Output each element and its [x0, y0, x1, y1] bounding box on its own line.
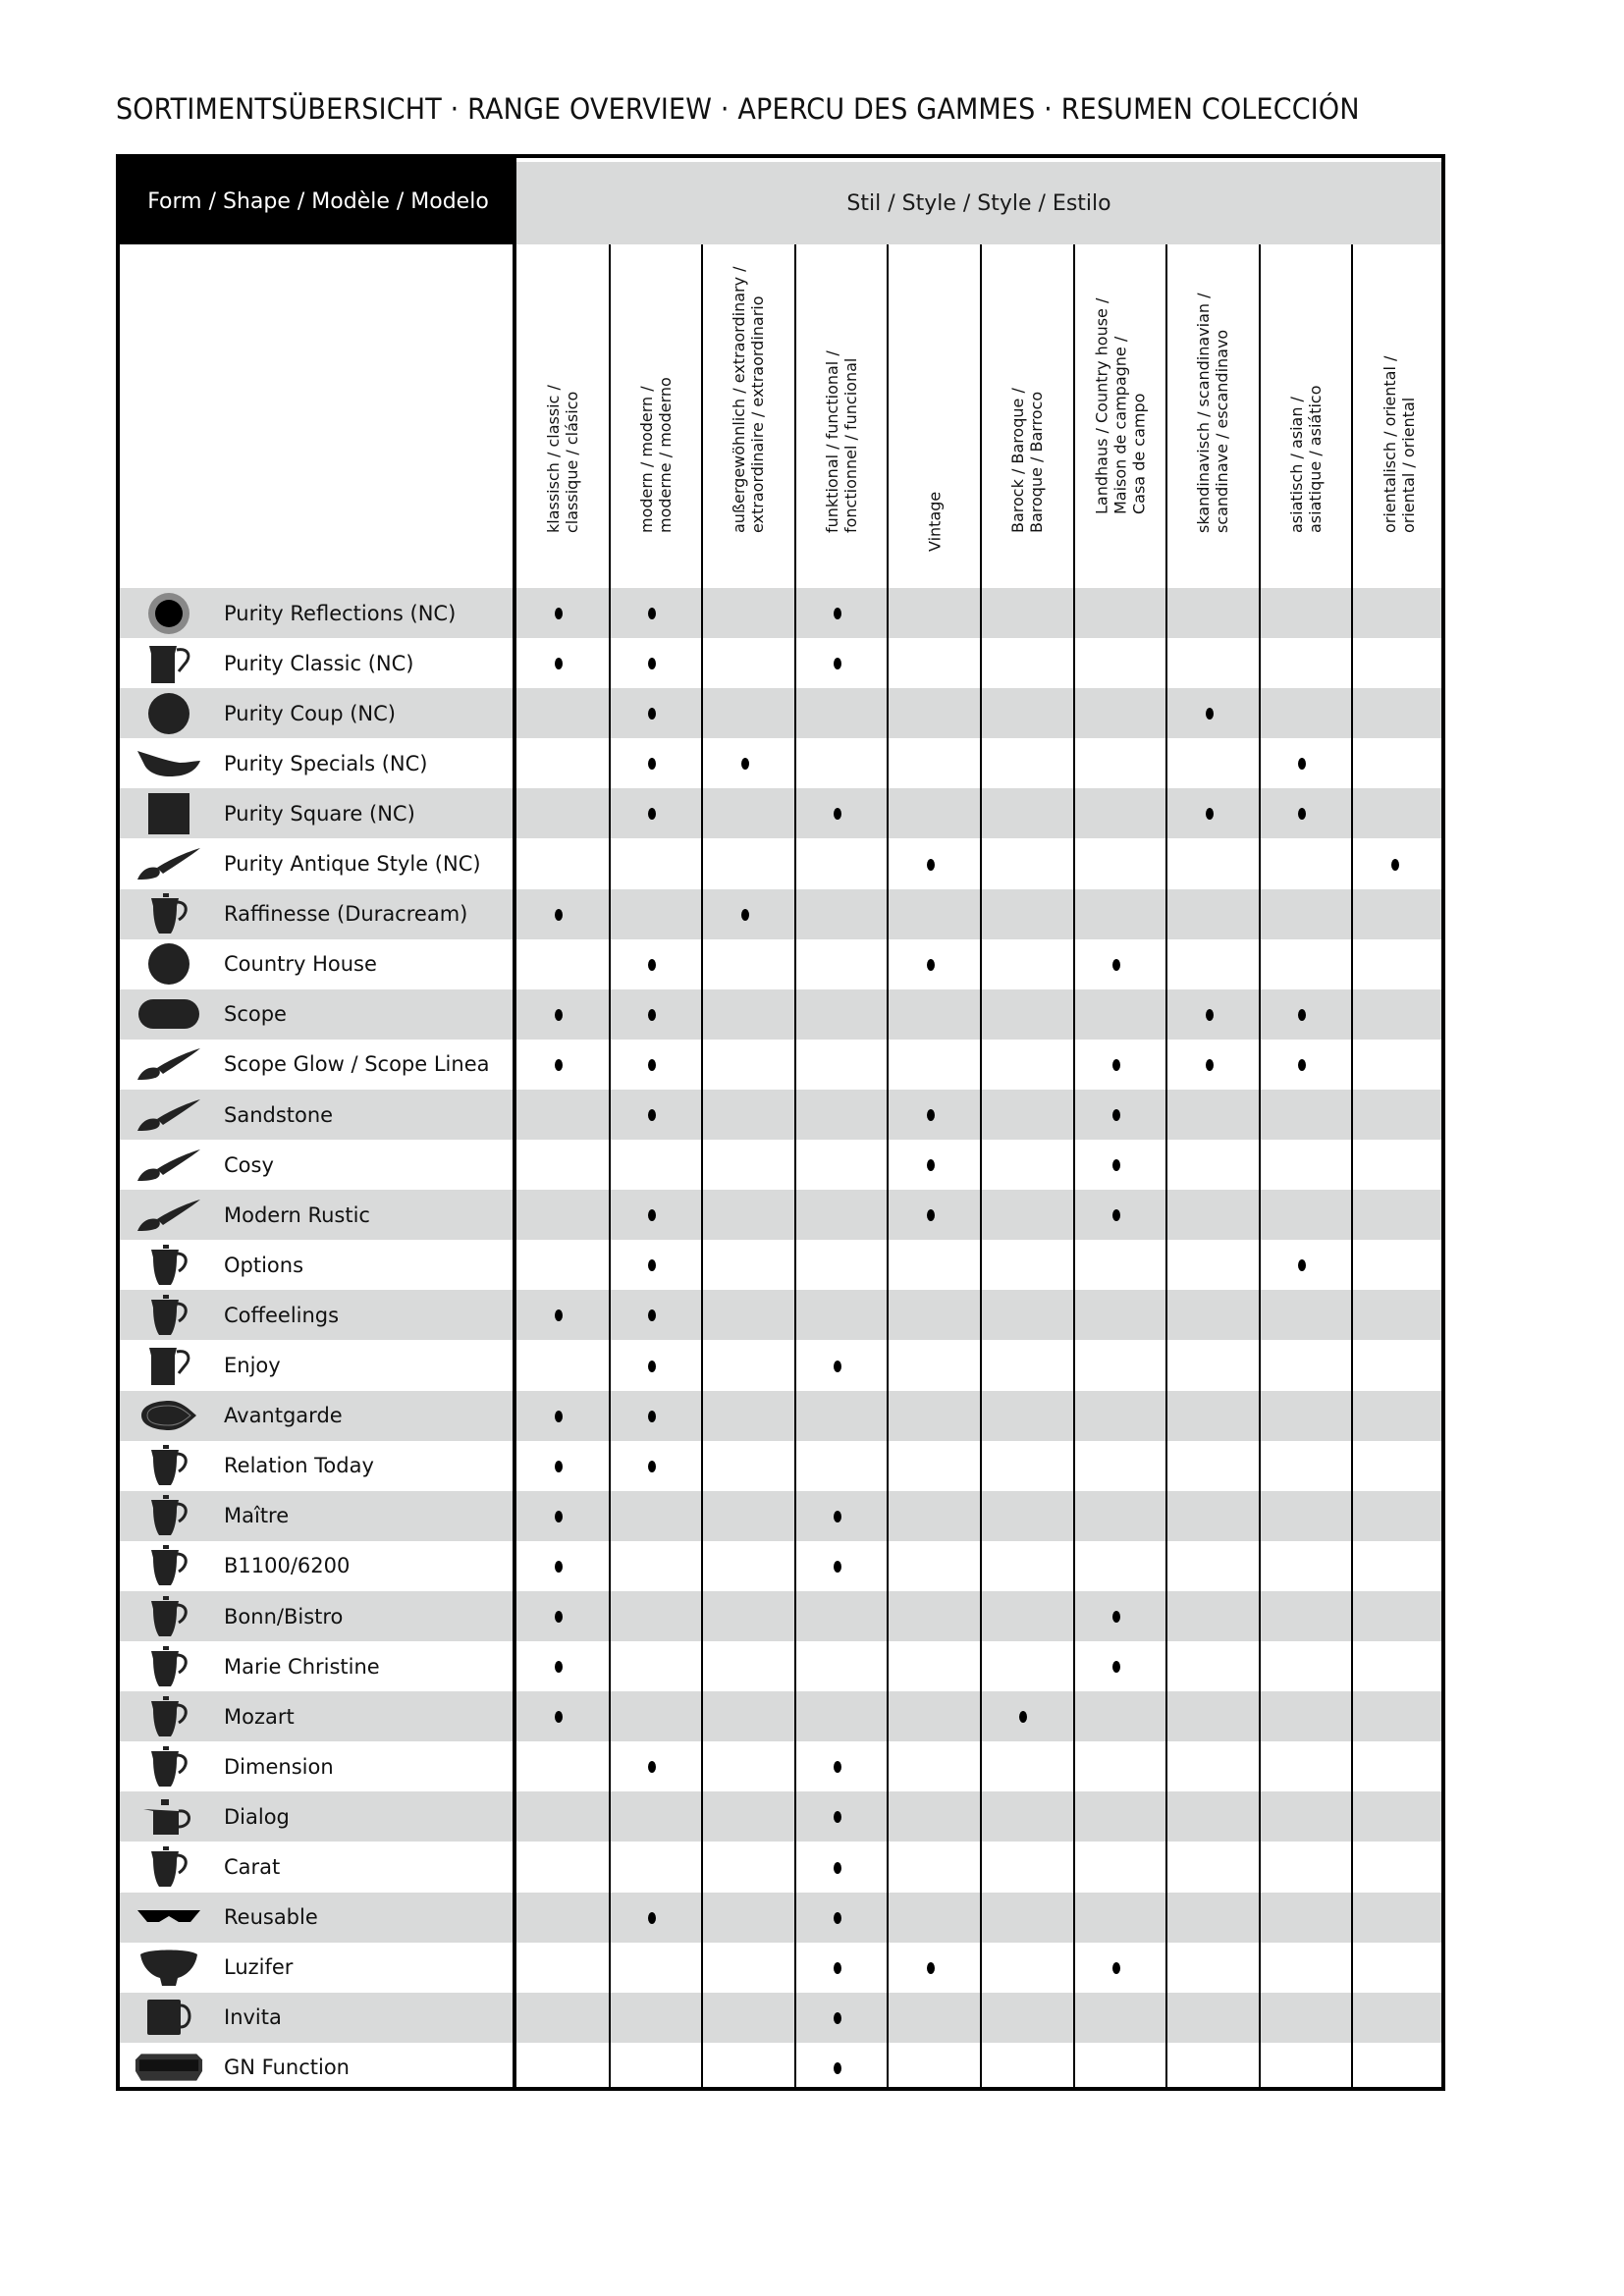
mug-icon — [134, 1996, 204, 2040]
style-marker-dot — [648, 959, 656, 971]
gastronorm-icon — [134, 2046, 204, 2090]
style-marker-dot — [555, 1059, 563, 1071]
style-marker-dot — [1112, 1059, 1120, 1071]
table-row — [120, 1341, 1441, 1391]
table-row — [120, 989, 1441, 1040]
table-row — [120, 1842, 1441, 1893]
shape-name: Relation Today — [224, 1454, 374, 1478]
table-row — [120, 1641, 1441, 1691]
style-marker-dot — [648, 708, 656, 720]
style-marker-dot — [648, 1309, 656, 1321]
table-row — [120, 1040, 1441, 1090]
style-marker-dot — [1112, 1109, 1120, 1121]
column-divider — [1073, 244, 1075, 2087]
style-marker-dot — [648, 658, 656, 669]
shape-name: Modern Rustic — [224, 1202, 370, 1227]
style-marker-dot — [834, 1361, 841, 1372]
style-marker-dot — [555, 1611, 563, 1623]
style-column-label: skandinavisch / scandinavian / scandinave / escandinavo — [1194, 293, 1232, 533]
shape-name: Country House — [224, 952, 377, 977]
shape-name: Maître — [224, 1504, 290, 1528]
style-column-label: orientalisch / oriental / oriental / oriental — [1380, 355, 1418, 533]
style-marker-dot — [834, 608, 841, 619]
style-marker-dot — [648, 1461, 656, 1472]
table-row — [120, 1441, 1441, 1491]
style-marker-dot — [648, 1009, 656, 1021]
style-column-label: Vintage — [925, 491, 945, 552]
style-marker-dot — [834, 2012, 841, 2024]
style-marker-dot — [927, 959, 935, 971]
brush-icon — [134, 842, 204, 886]
square-plate-icon — [134, 791, 204, 835]
jug-icon — [134, 1344, 204, 1388]
coffeepot-icon — [134, 1494, 204, 1538]
style-marker-dot — [927, 859, 935, 871]
style-marker-dot — [834, 1761, 841, 1773]
table-row — [120, 638, 1441, 688]
brush-icon — [134, 1093, 204, 1137]
table-row — [120, 1391, 1441, 1441]
style-marker-dot — [834, 808, 841, 820]
jug-icon — [134, 641, 204, 685]
table-row — [120, 1591, 1441, 1641]
page-title: SORTIMENTSÜBERSICHT · RANGE OVERVIEW · APERCU DES GAMMES · RESUMEN COLECCIÓN — [116, 92, 1360, 126]
table-row — [120, 1090, 1441, 1140]
style-marker-dot — [1206, 708, 1214, 720]
style-marker-dot — [1298, 1259, 1306, 1271]
table-row — [120, 1741, 1441, 1791]
style-marker-dot — [834, 1561, 841, 1573]
shape-name: Marie Christine — [224, 1654, 380, 1679]
style-marker-dot — [1206, 1009, 1214, 1021]
shape-name: Carat — [224, 1855, 281, 1880]
style-marker-dot — [555, 1661, 563, 1673]
shape-name: Scope — [224, 1002, 287, 1027]
shape-name: Sandstone — [224, 1102, 334, 1127]
style-marker-dot — [555, 1511, 563, 1522]
style-marker-dot — [555, 658, 563, 669]
style-marker-dot — [648, 1361, 656, 1372]
column-divider — [980, 244, 982, 2087]
tray-icon — [134, 1896, 204, 1940]
style-marker-dot — [834, 2062, 841, 2074]
table-row — [120, 738, 1441, 788]
shape-name: Purity Classic (NC) — [224, 651, 414, 675]
brush-icon — [134, 1042, 204, 1087]
shape-name: Bonn/Bistro — [224, 1604, 344, 1629]
table-row — [120, 588, 1441, 638]
coffeepot-icon — [134, 1444, 204, 1488]
style-marker-dot — [1298, 758, 1306, 770]
style-marker-dot — [927, 1159, 935, 1171]
shape-name: Purity Coup (NC) — [224, 701, 396, 725]
table-row — [120, 889, 1441, 939]
style-marker-dot — [1112, 959, 1120, 971]
brush-icon — [134, 1143, 204, 1187]
style-marker-dot — [1112, 1159, 1120, 1171]
style-marker-dot — [1391, 859, 1399, 871]
table-row — [120, 1943, 1441, 1993]
table-row — [120, 1491, 1441, 1541]
column-divider — [609, 244, 611, 2087]
coffeepot-icon — [134, 1694, 204, 1738]
shape-name: Purity Specials (NC) — [224, 751, 428, 775]
table-body — [120, 588, 1441, 2087]
shape-name: GN Function — [224, 2056, 350, 2080]
style-marker-dot — [555, 1411, 563, 1422]
style-marker-dot — [834, 1811, 841, 1823]
round-plate-icon — [134, 942, 204, 987]
style-column-label: Landhaus / Country house / Maison de campagne / Casa de campo — [1092, 297, 1149, 514]
style-marker-dot — [648, 1411, 656, 1422]
coffeepot-icon — [134, 1594, 204, 1638]
plate-rim-icon — [134, 591, 204, 635]
style-marker-dot — [1206, 1059, 1214, 1071]
column-divider — [1259, 244, 1261, 2087]
column-divider — [1351, 244, 1353, 2087]
shape-name: Dialog — [224, 1804, 290, 1829]
table-row — [120, 1691, 1441, 1741]
drop-plate-icon — [134, 1394, 204, 1438]
coffeepot-icon — [134, 1744, 204, 1789]
style-marker-dot — [834, 1962, 841, 1974]
oval-plate-icon — [134, 992, 204, 1037]
bowl-icon — [134, 1946, 204, 1990]
style-column-label: funktional / functional / fonctionnel / funcional — [823, 350, 861, 533]
table-row — [120, 1290, 1441, 1340]
style-marker-dot — [1112, 1962, 1120, 1974]
style-marker-dot — [741, 758, 749, 770]
style-marker-dot — [555, 1309, 563, 1321]
table-row — [120, 839, 1441, 889]
style-marker-dot — [555, 1561, 563, 1573]
coffeepot-icon — [134, 1544, 204, 1588]
boat-bowl-icon — [134, 741, 204, 785]
style-marker-dot — [648, 1259, 656, 1271]
shape-name: Scope Glow / Scope Linea — [224, 1052, 490, 1077]
shape-column-header: Form / Shape / Modèle / Modelo — [120, 158, 516, 244]
table-row — [120, 1791, 1441, 1842]
style-marker-dot — [1298, 808, 1306, 820]
shape-name: Invita — [224, 2005, 282, 2030]
coffeepot-icon — [134, 892, 204, 936]
shape-name: Cosy — [224, 1152, 274, 1177]
style-marker-dot — [1298, 1059, 1306, 1071]
table-row — [120, 688, 1441, 738]
style-column-label: asiatisch / asian / asiatique / asiático — [1287, 385, 1326, 533]
table-row — [120, 1140, 1441, 1190]
column-divider — [887, 244, 889, 2087]
shape-name: Dimension — [224, 1754, 334, 1779]
style-marker-dot — [1298, 1009, 1306, 1021]
style-marker-dot — [555, 909, 563, 921]
teapot-icon — [134, 1794, 204, 1839]
style-marker-dot — [648, 758, 656, 770]
table-row — [120, 788, 1441, 838]
shape-name: Enjoy — [224, 1354, 281, 1378]
column-divider — [794, 244, 796, 2087]
shape-name: B1100/6200 — [224, 1554, 351, 1578]
style-marker-dot — [927, 1109, 935, 1121]
table-row — [120, 1541, 1441, 1591]
style-marker-dot — [1019, 1711, 1027, 1723]
shape-name: Raffinesse (Duracream) — [224, 902, 468, 927]
style-marker-dot — [1112, 1661, 1120, 1673]
style-column-label: klassisch / classic / classique / clásico — [544, 385, 582, 533]
style-marker-dot — [834, 1912, 841, 1924]
shape-name: Mozart — [224, 1704, 295, 1729]
table-row — [120, 1893, 1441, 1943]
round-plate-icon — [134, 691, 204, 735]
style-column-header: Stil / Style / Style / Estilo — [516, 162, 1441, 244]
style-marker-dot — [555, 608, 563, 619]
coffeepot-icon — [134, 1293, 204, 1337]
table-row — [120, 1993, 1441, 2043]
shape-name: Options — [224, 1253, 304, 1277]
style-column-label: Barock / Baroque / Baroque / Barroco — [1008, 388, 1047, 533]
shape-name: Coffeelings — [224, 1303, 340, 1327]
table-row — [120, 939, 1441, 989]
shape-name: Avantgarde — [224, 1404, 343, 1428]
style-marker-dot — [648, 808, 656, 820]
style-marker-dot — [555, 1461, 563, 1472]
shape-name: Purity Reflections (NC) — [224, 601, 457, 625]
column-divider — [701, 244, 703, 2087]
shape-name: Purity Antique Style (NC) — [224, 852, 481, 877]
style-marker-dot — [648, 608, 656, 619]
coffeepot-icon — [134, 1845, 204, 1890]
table-row — [120, 1190, 1441, 1240]
style-marker-dot — [555, 1711, 563, 1723]
shape-name: Reusable — [224, 1905, 318, 1930]
column-divider — [1165, 244, 1167, 2087]
shape-name: Purity Square (NC) — [224, 801, 415, 826]
table-row — [120, 1240, 1441, 1290]
style-marker-dot — [834, 1511, 841, 1522]
style-marker-dot — [648, 1059, 656, 1071]
style-marker-dot — [1112, 1611, 1120, 1623]
style-column-label: außergewöhnlich / extraordinary / extraordinaire / extraordinario — [730, 266, 768, 533]
coffeepot-icon — [134, 1243, 204, 1287]
style-marker-dot — [834, 658, 841, 669]
style-marker-dot — [834, 1862, 841, 1874]
style-column-labels — [516, 244, 1441, 588]
table-row — [120, 2043, 1441, 2093]
range-overview-table — [116, 154, 1445, 2091]
coffeepot-icon — [134, 1644, 204, 1688]
brush-icon — [134, 1193, 204, 1237]
style-marker-dot — [927, 1209, 935, 1221]
style-marker-dot — [1112, 1209, 1120, 1221]
style-column-label: modern / modern / moderne / moderno — [636, 377, 675, 533]
style-marker-dot — [927, 1962, 935, 1974]
style-marker-dot — [648, 1912, 656, 1924]
style-marker-dot — [741, 909, 749, 921]
shape-name: Luzifer — [224, 1955, 294, 1980]
style-marker-dot — [648, 1109, 656, 1121]
style-marker-dot — [648, 1761, 656, 1773]
style-marker-dot — [1206, 808, 1214, 820]
style-marker-dot — [555, 1009, 563, 1021]
style-marker-dot — [648, 1209, 656, 1221]
shape-column-divider — [513, 244, 516, 2087]
